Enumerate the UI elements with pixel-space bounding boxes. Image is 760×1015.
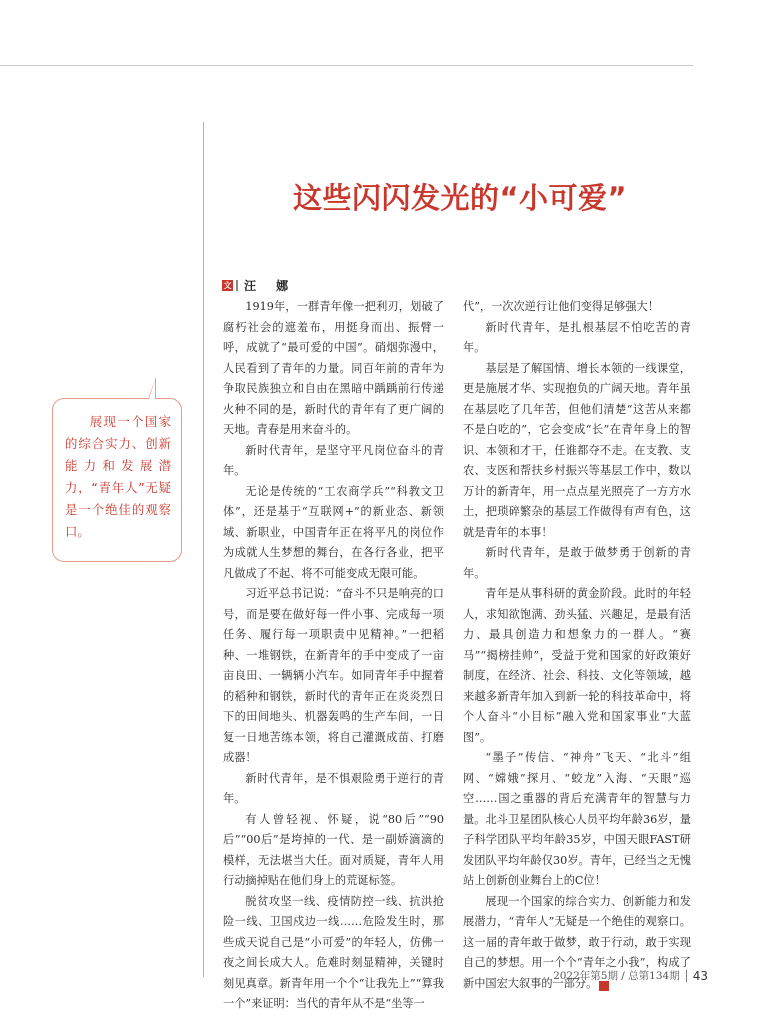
- page-footer: [553, 968, 708, 983]
- paragraph: 新时代青年，是敢于做梦勇于创新的青年。: [463, 546, 691, 580]
- paragraph: 有人曾轻视、怀疑，说“80后”“90后”“00后”是垮掉的一代、是一副娇滴滴的模样，无法堪当大任。面对质疑，青年人用行动摘掉贴在他们身上的荒诞标签。: [223, 812, 444, 887]
- paragraph: 新时代青年，是不惧艰险勇于逆行的青年。: [223, 771, 444, 805]
- paragraph: 新时代青年，是扎根基层不怕吃苦的青年。: [463, 320, 691, 354]
- left-column: [223, 297, 444, 1015]
- paragraph: 习近平总书记说：“奋斗不只是响亮的口号，而是要在做好每一件小事、完成每一项任务、履行每一项职责中见精神。”一把稻种、一堆钢铁，在新青年的手中变成了一亩亩良田、一辆辆小汽车。如同青年手中握着的稻种和钢铁，新时代的青年正在炎炎烈日下的田间地头、机器轰鸣的生产车间，一日复一日地苦练本领，将自己灌溉成苗、打磨成器！: [223, 587, 444, 764]
- author-name: 汪 娜: [244, 279, 297, 293]
- page-number: 43: [692, 968, 708, 983]
- column-divider: [203, 122, 204, 977]
- paragraph: 脱贫攻坚一线、疫情防控一线、抗洪抢险一线、卫国戍边一线……危险发生时，那些成天说自己是“小可爱”的年轻人，仿佛一夜之间长成大人。危难时刻显精神，关键时刻见真章。新青年用一个个“让我先上”“算我一个”来证明：当代的青年从不是“坐等一: [223, 894, 444, 1010]
- paragraph: 无论是传统的“工农商学兵”“科教文卫体”，还是基于“互联网+”的新业态、新领域、新职业，中国青年正在将平凡的岗位作为成就人生梦想的舞台，在各行各业，把平凡做成了不起、将不可能变成无限可能。: [223, 484, 444, 580]
- paragraph: 基层是了解国情、增长本领的一线课堂，更是施展才华、实现抱负的广阔天地。青年虽在基层吃了几年苦，但他们清楚“这苦从来都不是白吃的”，它会变成“长”在青年身上的智识、本领和才干，任谁都夺不走。在支教、支农、支医和帮扶乡村振兴等基层工作中，数以万计的新青年，用一点点星光照亮了一方方水土，把琐碎繁杂的基层工作做得有声有色，这就是青年的本事！: [463, 361, 691, 539]
- author-mark: 文: [223, 281, 232, 290]
- paragraph: “墨子”传信、“神舟”飞天、“北斗”组网、“嫦娥”探月、“蛟龙”入海、“天眼”巡空……国之重器的背后充满青年的智慧与力量。北斗卫星团队核心人员平均年龄36岁，量子科学团队平均年龄35岁，中国天眼FAST研发团队平均年龄仅30岁。青年，已经当之无愧站上创新创业舞台上的C位！: [463, 751, 691, 887]
- top-divider: [0, 65, 693, 66]
- paragraph: 新时代青年，是坚守平凡岗位奋斗的青年。: [223, 443, 444, 477]
- article-title: 这些闪闪发光的“小可爱”: [292, 181, 628, 215]
- byline-bar: [236, 280, 238, 291]
- quote-tail-inner: [149, 380, 155, 399]
- pull-quote-text: 展现一个国家的综合实力、创新能力和发展潜力，“青年人”无疑是一个绝佳的观察口。: [65, 414, 171, 539]
- byline: [222, 277, 296, 294]
- paragraph: 代”，一次次逆行让他们变得足够强大！: [463, 300, 659, 313]
- last-paragraph-text: 展现一个国家的综合实力、创新能力和发展潜力，“青年人”无疑是一个绝佳的观察口。这一届的青年敢于做梦，敢于行动，敢于实现自己的梦想。用一个个“青年之小我”，构成了新中国宏大叙事的一部分。: [463, 894, 691, 990]
- pull-quote-box: [52, 398, 182, 562]
- paragraph: 青年是从事科研的黄金阶段。此时的年轻人，求知欲饱满、劲头猛、兴趣足，是最有活力、最具创造力和想象力的一群人。“赛马”“揭榜挂帅”，受益于党和国家的好政策好制度，在经济、社会、科技、文化等领域，越来越多新青年加入到新一轮的科技革命中，将个人奋斗“小目标”融入党和国家事业“大蓝图”。: [463, 587, 691, 744]
- footer-separator: [686, 970, 687, 982]
- right-column: [463, 297, 691, 994]
- paragraph: 1919年，一群青年像一把利刃，划破了腐朽社会的遮羞布，用挺身而出、振臂一呼，成就了“最可爱的中国”。硝烟弥漫中，人民看到了青年的力量。同百年前的青年为争取民族独立和自由在黑暗中踽踽前行传递火种不同的是，新时代的青年有了更广阔的天地。青春是用来奋斗的。: [223, 300, 444, 436]
- issue-info: 2022年第5期 / 总第134期: [553, 970, 680, 982]
- end-mark-icon: G: [599, 981, 609, 991]
